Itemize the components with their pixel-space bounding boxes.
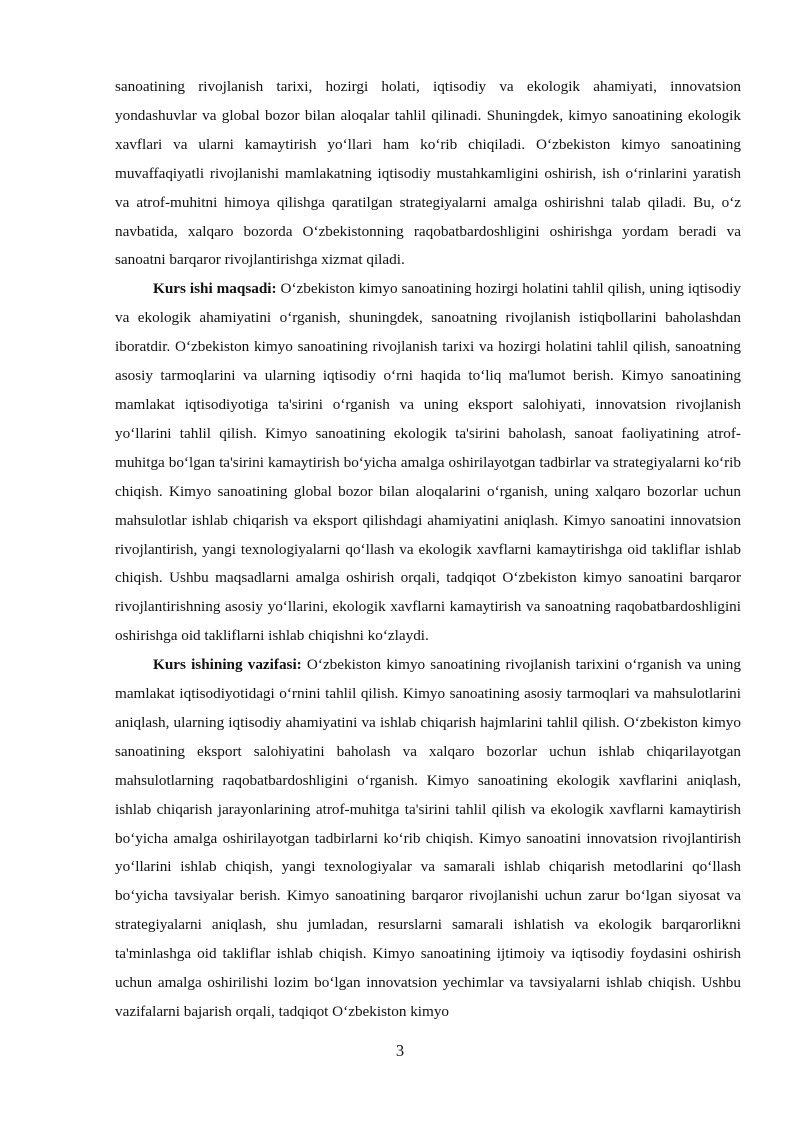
page-body <box>115 73 741 1027</box>
paragraph-intro-continuation <box>115 73 741 275</box>
paragraph-text: O‘zbekiston kimyo sanoatining rivojlanish tarixini o‘rganish va uning mamlakat iqtisodiyotidagi o‘rnini tahlil qilish. Kimyo sanoatining asosiy tarmoqlari va mahsulotlarini aniqlash, ularning iqtisodiy ahamiyatini va ishlab chiqarish hajmlarini tahlil qilish. O‘zbekiston kimyo sanoatining eksport salohiyatini baholash va xalqaro bozorlar uchun ishlab chiqarilayotgan mahsulotlarning raqobatbardoshligini o‘rganish. Kimyo sanoatining ekologik xavflarini aniqlash, ishlab chiqarish jarayonlarining atrof-muhitga ta'sirini tahlil qilish va ekologik xavflarni kamaytirish bo‘yicha amalga oshirilayotgan tadbirlarni ko‘rib chiqish. Kimyo sanoatini innovatsion rivojlantirish yo‘llarini ishlab chiqish, yangi texnologiyalar va samarali ishlab chiqarish metodlarini qo‘llash bo‘yicha tavsiyalar berish. Kimyo sanoatining barqaror rivojlanishi uchun zarur bo‘lgan siyosat va strategiyalarni aniqlash, shu jumladan, resurslarni samarali ishlatish va ekologik barqarorlikni ta'minlashga oid takliflar ishlab chiqish. Kimyo sanoatining ijtimoiy va iqtisodiy foydasini oshirish uchun amalga oshirilishi lozim bo‘lgan innovatsion yechimlar va tavsiyalarni ishlab chiqish. Ushbu vazifalarni bajarish orqali, tadqiqot O‘zbekiston kimyo <box>115 656 741 1020</box>
paragraph-lead-heading: Kurs ishi maqsadi: <box>153 280 277 298</box>
paragraph-course-tasks <box>115 651 741 1027</box>
paragraph-lead-heading: Kurs ishining vazifasi: <box>153 656 302 674</box>
page-number: 3 <box>395 1041 405 1060</box>
paragraph-text: sanoatining rivojlanish tarixi, hozirgi holati, iqtisodiy va ekologik ahamiyati, innovatsion yondashuvlar va global bozor bilan aloqalar tahlil qilinadi. Shuningdek, kimyo sanoatining ekologik xavflari va ularni kamaytirish yo‘llari ham ko‘rib chiqiladi. O‘zbekiston kimyo sanoatining muvaffaqiyatli rivojlanishi mamlakatning iqtisodiy mustahkamligini oshirish, ish o‘rinlarini yaratish va atrof-muhitni himoya qilishga qaratilgan strategiyalarni amalga oshirishni talab qiladi. Bu, o‘z navbatida, xalqaro bozorda O‘zbekistonning raqobatbardoshligini oshirishga yordam beradi va sanoatni barqaror rivojlantirishga xizmat qiladi. <box>115 78 741 269</box>
paragraph-course-goal <box>115 275 741 651</box>
paragraph-text: O‘zbekiston kimyo sanoatining hozirgi holatini tahlil qilish, uning iqtisodiy va ekologik ahamiyatini o‘rganish, shuningdek, sanoatning rivojlanish istiqbollarini baholashdan iboratdir. O‘zbekiston kimyo sanoatining rivojlanish tarixi va hozirgi holatini tahlil qilish, sanoatning asosiy tarmoqlarini va ularning iqtisodiy o‘rni haqida to‘liq ma'lumot berish. Kimyo sanoatining mamlakat iqtisodiyotiga ta'sirini o‘rganish va uning eksport salohiyati, innovatsion rivojlanish yo‘llarini tahlil qilish. Kimyo sanoatining ekologik ta'sirini baholash, sanoat faoliyatining atrof-muhitga bo‘lgan ta'sirini kamaytirish bo‘yicha amalga oshirilayotgan tadbirlar va strategiyalarni ko‘rib chiqish. Kimyo sanoatining global bozor bilan aloqalarini o‘rganish, uning xalqaro bozorlar uchun mahsulotlar ishlab chiqarish va eksport qilishdagi ahamiyatini aniqlash. Kimyo sanoatini innovatsion rivojlantirish, yangi texnologiyalarni qo‘llash va ekologik xavflarni kamaytirishga oid takliflar ishlab chiqish. Ushbu maqsadlarni amalga oshirish orqali, tadqiqot O‘zbekiston kimyo sanoatini barqaror rivojlantirishning asosiy yo‘llarini, ekologik xavflarni kamaytirish va sanoatning raqobatbardoshligini oshirishga oid takliflarni ishlab chiqishni ko‘zlaydi. <box>115 280 741 645</box>
